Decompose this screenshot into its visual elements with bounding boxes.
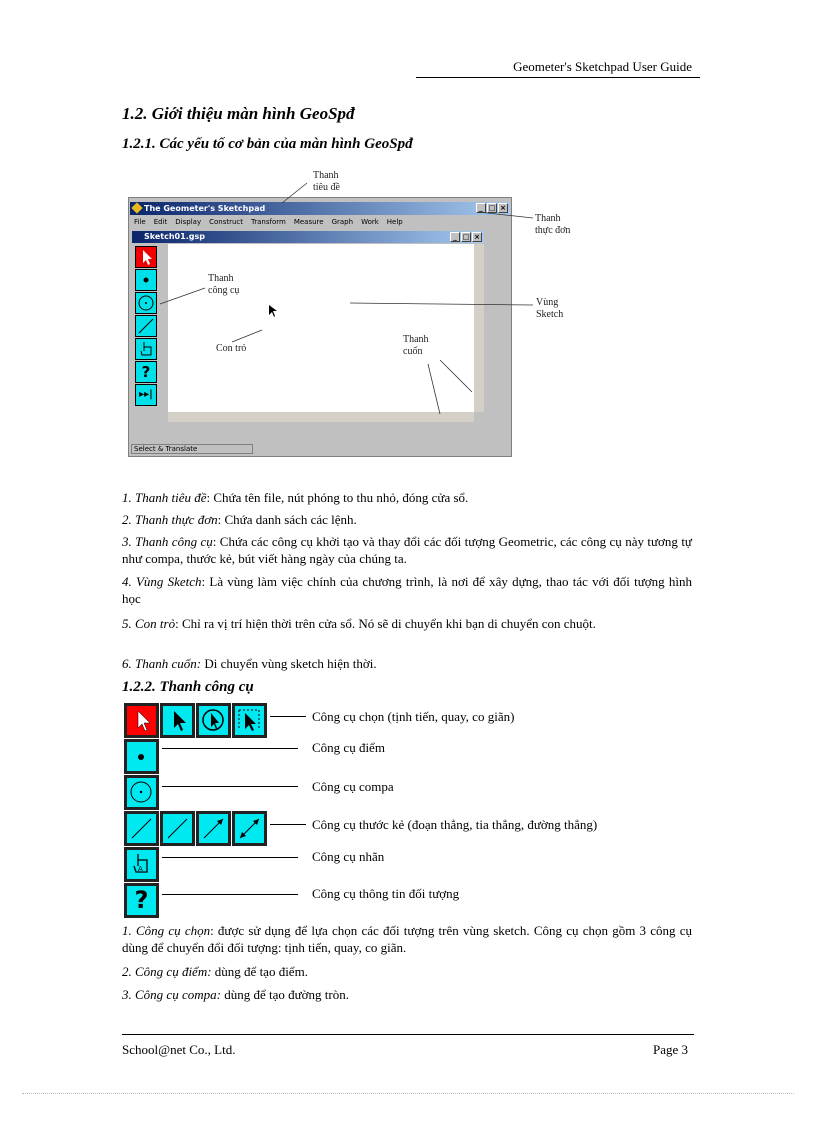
- tool-desc-1: 1. Công cụ chọn: được sử dụng để lựa chọn các đối tượng trên vùng sketch. Công cụ chọn gồm 3 công cụ dùng để chuyển đổi đối tượng: tịnh tiến, quay, co giãn.: [122, 923, 692, 955]
- sketch-minimize-icon: _: [450, 232, 460, 242]
- compass-icon: [124, 775, 159, 810]
- desc-item-3: 3. Thanh công cụ: Chứa các công cụ khởi tạo và thay đổi các đối tượng Geometric, các công cụ này tương tự như compa, thước kẻ, bút viết hàng ngày của chúng ta.: [122, 534, 692, 566]
- tool-line-6: [162, 894, 298, 895]
- footer-company: School@net Co., Ltd.: [122, 1042, 236, 1057]
- desc-item-2: 2. Thanh thực đơn: Chứa danh sách các lệnh.: [122, 512, 357, 527]
- tool-label-ruler: Công cụ thước kẻ (đoạn thẳng, tia thẳng, đường thẳng): [312, 817, 598, 832]
- sketch-title: Sketch01.gsp: [144, 232, 205, 241]
- point-icon: [124, 739, 159, 774]
- tool-line-2: [162, 748, 298, 749]
- segment-icon: [124, 811, 159, 846]
- svg-text:A: A: [138, 865, 143, 873]
- label-hand-icon: [124, 847, 159, 882]
- tool-desc-3: 3. Công cụ compa: dùng để tạo đường tròn.: [122, 987, 349, 1002]
- menu-display: Display: [175, 218, 202, 226]
- tool-label-select: Công cụ chọn (tịnh tiến, quay, co giãn): [312, 709, 515, 724]
- menu-work: Work: [361, 218, 379, 226]
- close-icon: ×: [498, 203, 508, 213]
- annotation-lines: [0, 0, 816, 470]
- tool-label-text: Công cụ nhãn: [312, 849, 385, 864]
- tool-label-point: Công cụ điểm: [312, 740, 385, 755]
- minimize-icon: _: [476, 203, 486, 213]
- desc-item-4: 4. Vùng Sketch: Là vùng làm việc chính của chương trình, là nơi để xây dựng, thao tác với đối tượng hình học: [122, 574, 692, 606]
- annot-menu-bar: Thanh thực đơn: [535, 213, 571, 236]
- menu-help: Help: [386, 218, 403, 226]
- menu-transform: Transform: [251, 218, 286, 226]
- annot-pointer: Con trỏ: [216, 343, 247, 354]
- menu-construct: Construct: [209, 218, 243, 226]
- info-tool-icon: ?: [135, 361, 157, 383]
- ray-icon: [196, 811, 231, 846]
- menu-edit: Edit: [153, 218, 168, 226]
- footer-page-number: Page 3: [652, 1042, 688, 1057]
- footer-rule: [122, 1034, 694, 1035]
- annot-scroll: Thanh cuốn: [403, 334, 429, 357]
- tool-line-5: [162, 857, 298, 858]
- tool-label-info: Công cụ thông tin đối tượng: [312, 886, 460, 901]
- status-text: Select & Translate: [131, 444, 253, 454]
- select-translate-icon: [124, 703, 159, 738]
- tool-desc-2: 2. Công cụ điểm: dùng để tạo điểm.: [122, 964, 308, 979]
- window-title: The Geometer's Sketchpad: [144, 204, 266, 213]
- sketch-maximize-icon: □: [462, 233, 470, 241]
- menu-measure: Measure: [293, 218, 324, 226]
- page-bottom-border: [22, 1093, 794, 1094]
- menu-graph: Graph: [331, 218, 354, 226]
- desc-item-1: 1. Thanh tiêu đề: Chứa tên file, nút phóng to thu nhỏ, đóng cửa sổ.: [122, 490, 469, 505]
- script-tool-icon: ▸▸|: [135, 384, 157, 406]
- select-rotate-icon: [196, 703, 231, 738]
- subsection-heading-toolbar: 1.2.2. Thanh công cụ: [122, 679, 254, 695]
- desc-item-6: 6. Thanh cuốn: Di chuyển vùng sketch hiện thời.: [122, 656, 377, 671]
- annot-sketch: Vùng Sketch: [536, 297, 564, 320]
- maximize-icon: □: [488, 204, 496, 212]
- line-icon: [232, 811, 267, 846]
- tool-line-1: [270, 716, 306, 717]
- page-header-title: Geometer's Sketchpad User Guide: [513, 59, 692, 74]
- select-dilate-icon: [232, 703, 267, 738]
- segment-icon-2: [160, 811, 195, 846]
- tool-line-3: [162, 786, 298, 787]
- subsection-heading: 1.2.1. Các yếu tố cơ bản của màn hình GeoSpđ: [122, 136, 413, 152]
- sketch-close-icon: ×: [472, 232, 482, 242]
- annot-toolbar: Thanh công cụ: [208, 273, 240, 296]
- desc-item-5: 5. Con trỏ: Chỉ ra vị trí hiện thời trên cửa sổ. Nó sẽ di chuyển khi bạn di chuyển con chuột.: [122, 616, 596, 631]
- tool-label-compass: Công cụ compa: [312, 779, 394, 794]
- section-heading: 1.2. Giới thiệu màn hình GeoSpđ: [122, 104, 355, 123]
- toolbar-illustration: [124, 703, 304, 915]
- select-arrow-icon: [160, 703, 195, 738]
- menu-file: File: [134, 218, 146, 226]
- annot-title-bar: Thanh tiêu đề: [313, 170, 340, 193]
- info-question-icon: ?: [124, 883, 159, 918]
- tool-line-4: [270, 824, 306, 825]
